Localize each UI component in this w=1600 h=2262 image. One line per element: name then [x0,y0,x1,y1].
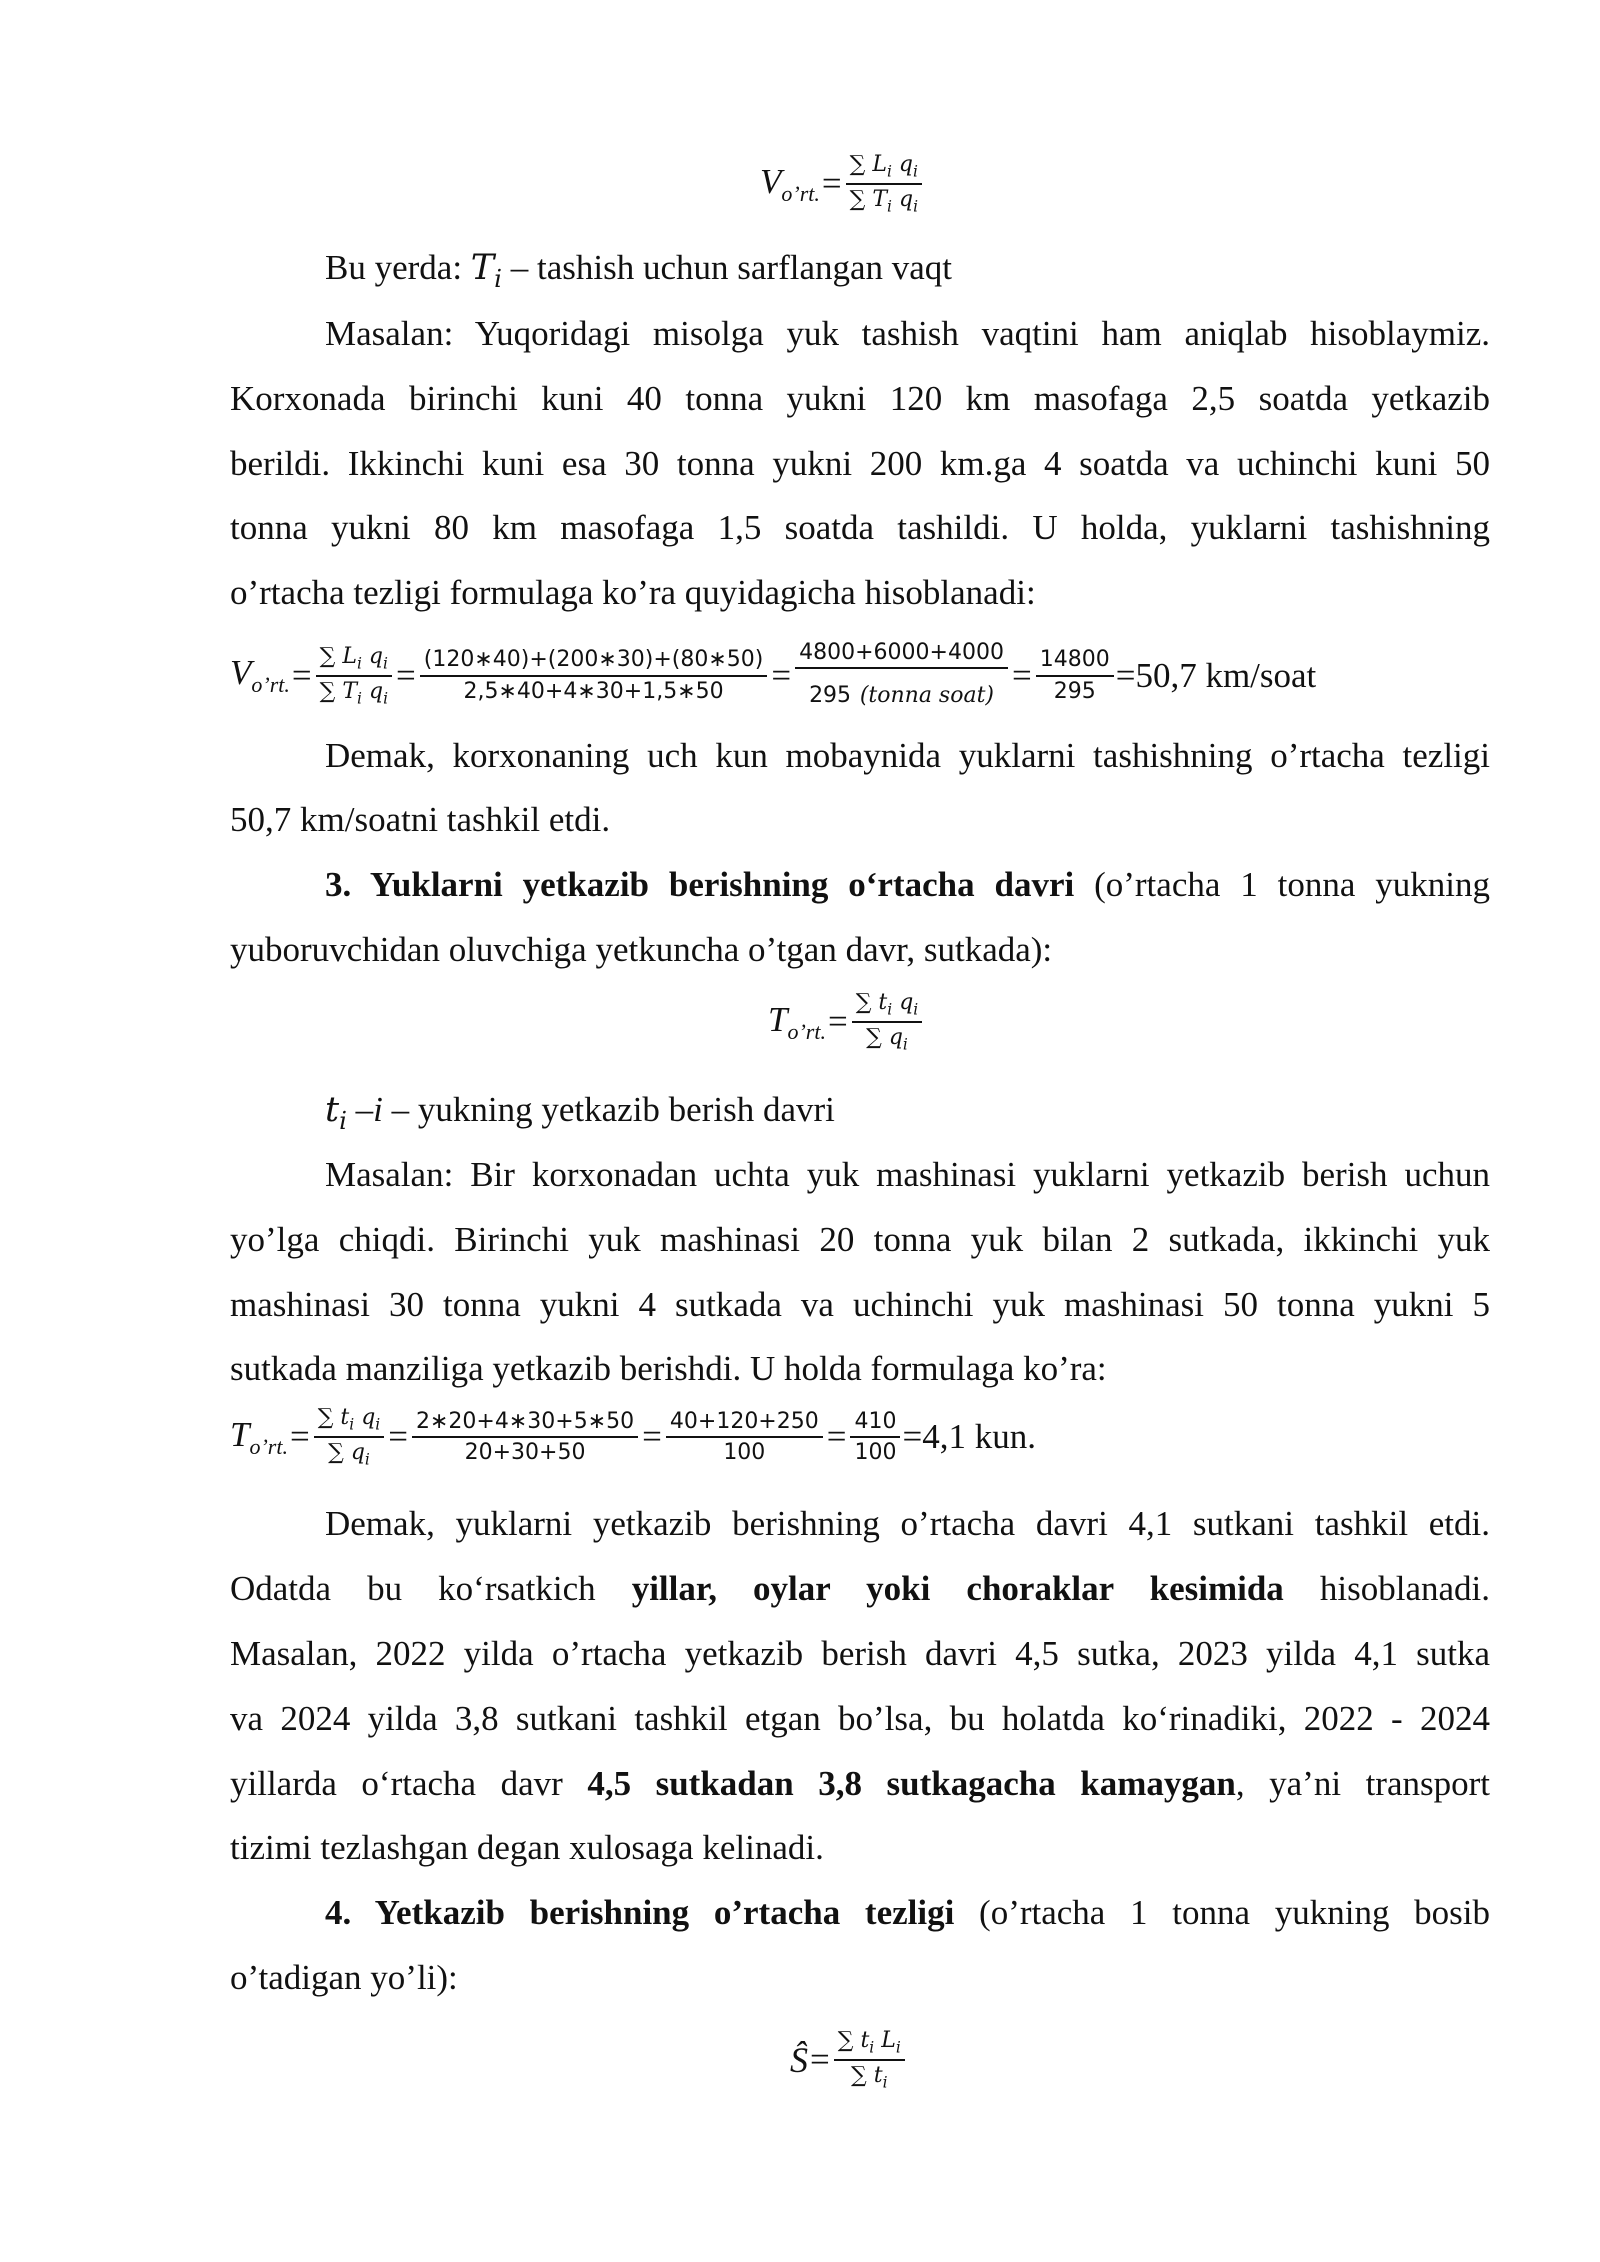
formula-lhs: $V_{o’rt.}$ [760,161,820,206]
fraction [846,152,922,216]
paragraph-line: Korxonada birinchi kuni 40 tonna yukni 120 km masofaga 2,5 soatda yetkazib [230,379,1490,418]
formula-lhs: $V_{o’rt.}$ [230,653,290,698]
paragraph-line: 50,7 km/soatni tashkil etdi. [230,800,611,839]
fraction [1036,647,1114,704]
equals-sign: = [827,1002,848,1042]
denominator: ∑ $q_i$ [866,1025,908,1054]
numerator: (120∗40)+(200∗30)+(80∗50) [420,647,768,676]
equals-sign: = [771,655,792,695]
denominator: 100 [854,1440,897,1466]
denominator: 2,5∗40+4∗30+1,5∗50 [463,678,724,704]
formula-average-delivery-speed [790,2028,907,2092]
fraction [420,647,768,704]
numerator: 4800+6000+4000 [795,640,1008,669]
numerator: 14800 [1036,647,1114,676]
numerator: ∑ $L_i$ $q_i$ [316,644,392,677]
equals-sign: = [396,655,416,695]
fraction [852,990,923,1054]
numerator: 410 [850,1409,900,1438]
denominator: ∑ $q_i$ [328,1440,370,1469]
denominator: ∑ $T_i$ $q_i$ [849,187,918,216]
paragraph-line: Demak, yuklarni yetkazib berishning o’rtacha davri 4,1 sutkani tashkil etdi. [325,1504,1490,1543]
formula-lhs: Ŝ [790,2040,808,2081]
formula-lhs: $T_{o’rt.}$ [230,1414,288,1459]
calculation-result: =50,7 km/soat [1115,655,1317,695]
paragraph-line: Masalan: Yuqoridagi misolga yuk tashish vaqtini ham aniqlab hisoblaymiz. [325,314,1490,353]
paragraph-line: mashinasi 30 tonna yukni 4 sutkada va uchinchi yuk mashinasi 50 tonna yukni 5 [230,1285,1490,1324]
paragraph-line: Masalan, 2022 yilda o’rtacha yetkazib berish davri 4,5 sutka, 2023 yilda 4,1 sutka [230,1634,1490,1673]
denominator: 295 (tonna soat) [809,683,995,709]
paragraph-line: yo’lga chiqdi. Birinchi yuk mashinasi 20 tonna yuk bilan 2 sutkada, ikkinchi yuk [230,1220,1490,1259]
equals-sign: = [826,1417,847,1457]
equals-sign: = [291,655,312,695]
denominator: ∑ $T_i$ $q_i$ [319,678,388,708]
formula-average-period [768,990,924,1054]
denominator: 20+30+50 [464,1440,586,1466]
equals-sign: = [388,1417,408,1457]
paragraph-line: o’rtacha tezligi formulaga ko’ra quyidagicha hisoblanadi: [230,573,1036,612]
fraction [412,1409,638,1466]
calculation-result: =4,1 kun. [902,1417,1036,1457]
equals-sign: = [821,164,842,204]
fraction [795,640,1008,712]
paragraph-line: Demak, korxonaning uch kun mobaynida yuklarni tashishning o’rtacha tezligi [325,736,1490,775]
numerator: ∑ $t_i$ $q_i$ [314,1405,385,1438]
denominator: 295 [1053,678,1096,704]
paragraph-line: Bu yerda: $T_i$ – tashish uchun sarflangan vaqt [325,248,953,293]
equals-sign: = [289,1417,310,1457]
formula-period-calculation [230,1405,1036,1469]
section-heading-4: 4. Yetkazib berishning o’rtacha tezligi (o’rtacha 1 tonna yukning bosib [325,1893,1491,1932]
formula-average-speed [760,152,924,216]
numerator: ∑ $L_i$ $q_i$ [846,152,922,185]
equals-sign: = [1011,655,1032,695]
paragraph-line: va 2024 yilda 3,8 sutkani tashkil etgan bo’lsa, bu holatda koʻrinadiki, 2022 - 2024 [230,1699,1490,1738]
paragraph-line: o’tadigan yo’li): [230,1958,458,1997]
fraction [316,644,392,708]
formula-speed-calculation [230,640,1316,712]
paragraph-line: $t_i$ –i – yukning yetkazib berish davri [325,1090,835,1135]
fraction [666,1409,823,1466]
formula-lhs: $T_{o’rt.}$ [768,999,826,1044]
paragraph-line: tizimi tezlashgan degan xulosaga kelinadi. [230,1828,824,1867]
paragraph-line: tonna yukni 80 km masofaga 1,5 soatda tashildi. U holda, yuklarni tashishning [230,508,1490,547]
numerator: 40+120+250 [666,1409,823,1438]
fraction [314,1405,385,1469]
fraction [834,2028,905,2092]
numerator: 2∗20+4∗30+5∗50 [412,1409,638,1438]
paragraph-line: Odatda bu koʻrsatkich yillar, oylar yoki choraklar kesimida hisoblanadi. [230,1569,1490,1608]
paragraph-line: sutkada manziliga yetkazib berishdi. U holda formulaga ko’ra: [230,1349,1107,1388]
equals-sign: = [642,1417,662,1457]
fraction [850,1409,900,1466]
paragraph-line: Masalan: Bir korxonadan uchta yuk mashinasi yuklarni yetkazib berish uchun [325,1155,1490,1194]
denominator: 100 [723,1440,766,1466]
paragraph-line: yuboruvchidan oluvchiga yetkuncha o’tgan davr, sutkada): [230,930,1053,969]
numerator: ∑ $t_i$ $L_i$ [834,2028,905,2061]
paragraph-line: berildi. Ikkinchi kuni esa 30 tonna yukni 200 km.ga 4 soatda va uchinchi kuni 50 [230,444,1490,483]
numerator: ∑ $t_i$ $q_i$ [852,990,923,1023]
section-heading-3: 3. Yuklarni yetkazib berishning oʻrtacha davri (o’rtacha 1 tonna yukning [325,865,1490,904]
paragraph-line: yillarda oʻrtacha davr 4,5 sutkadan 3,8 sutkagacha kamaygan, ya’ni transport [230,1764,1490,1803]
equals-sign: = [810,2040,830,2080]
denominator: ∑ $t_i$ [851,2063,888,2092]
